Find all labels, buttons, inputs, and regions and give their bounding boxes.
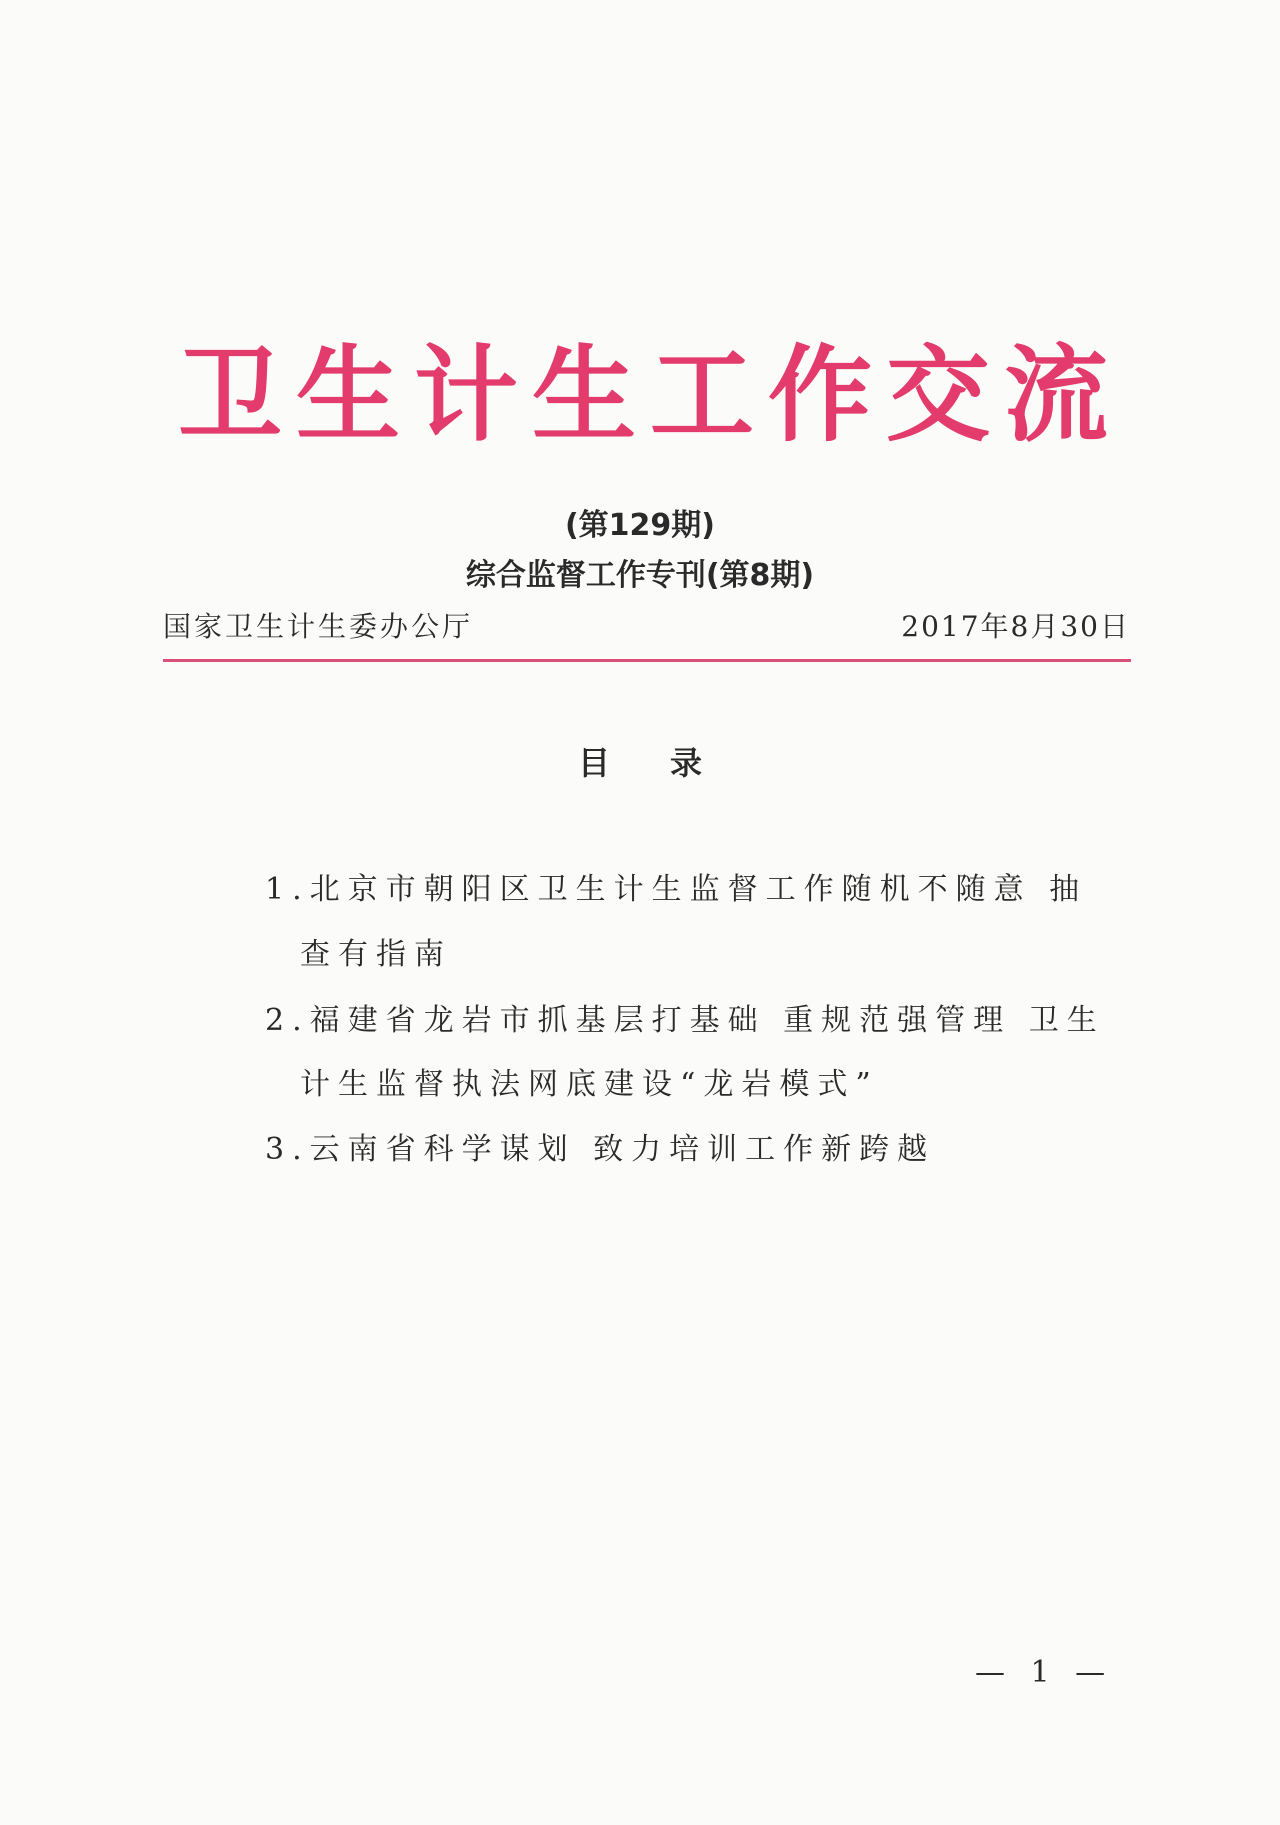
toc-item-2-line1: 2.福建省龙岩市抓基层打基础 重规范强管理 卫生 — [265, 1003, 1105, 1038]
issue-date: 2017年8月30日 — [901, 610, 1130, 643]
issue-number: (第129期) — [564, 508, 716, 543]
toc-heading: 目录 — [577, 744, 762, 782]
toc-item-1-line1: 1.北京市朝阳区卫生计生监督工作随机不随意 抽 — [265, 872, 1088, 907]
special-issue-title: 综合监督工作专刊(第8期) — [465, 558, 815, 593]
red-divider — [163, 659, 1131, 662]
issuer: 国家卫生计生委办公厅 — [163, 610, 474, 643]
toc-item-3-line1: 3.云南省科学谋划 致力培训工作新跨越 — [265, 1132, 936, 1167]
toc-item-1-line2: 查有指南 — [300, 937, 452, 972]
page-number: — 1 — — [975, 1655, 1114, 1690]
masthead-title: 卫生计生工作交流 — [177, 334, 1122, 456]
toc-item-2-line2: 计生监督执法网底建设“龙岩模式” — [300, 1067, 879, 1102]
